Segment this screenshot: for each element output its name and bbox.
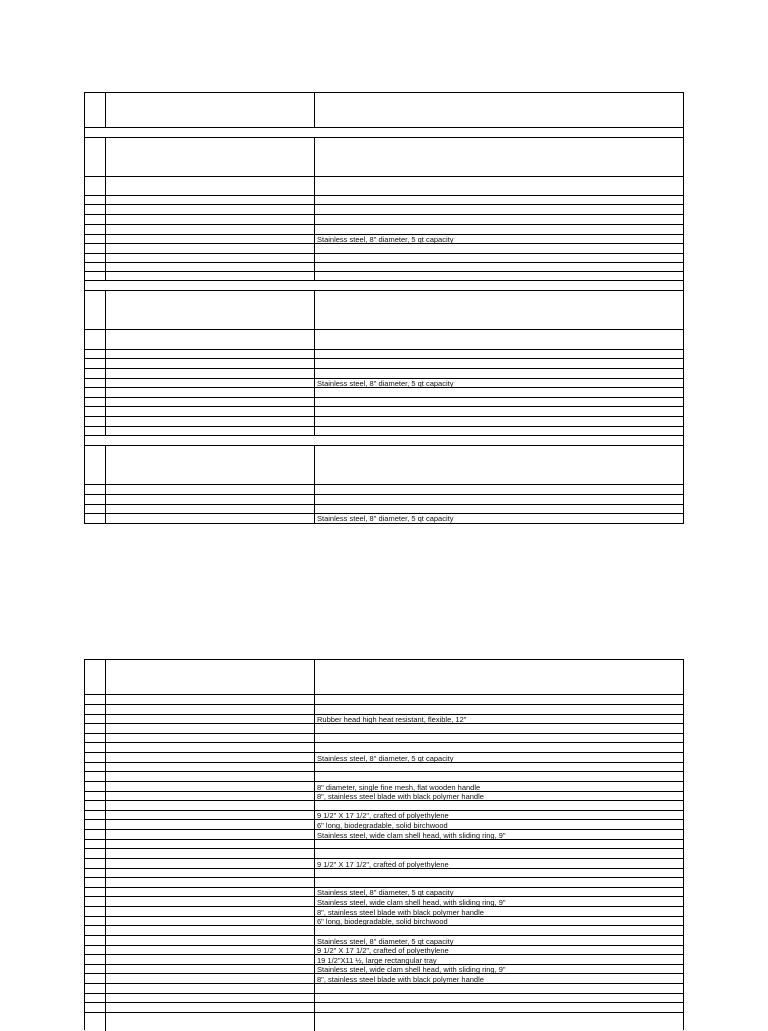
description-cell: 9 1/2" X 17 1/2", crafted of polyethylene	[317, 811, 449, 820]
column-divider	[314, 1013, 315, 1031]
description-cell: Stainless steel, 8" diameter, 5 qt capacity	[317, 379, 454, 388]
table-row	[85, 176, 683, 196]
column-divider	[314, 514, 315, 523]
column-divider	[314, 93, 315, 128]
table-row	[85, 137, 683, 177]
description-cell: Stainless steel, 8" diameter, 5 qt capacity	[317, 514, 454, 523]
description-cell: Stainless steel, 8" diameter, 5 qt capacity	[317, 937, 454, 946]
description-cell: 9 1/2" X 17 1/2", crafted of polyethylene	[317, 946, 449, 955]
column-divider	[314, 446, 315, 485]
column-divider	[105, 446, 106, 485]
upper-spreadsheet-table	[84, 92, 684, 524]
column-divider	[314, 330, 315, 350]
description-cell: 6" long, biodegradable, solid birchwood	[317, 917, 448, 926]
column-divider	[105, 1013, 106, 1031]
column-divider	[105, 291, 106, 330]
description-cell: Stainless steel, wide clam shell head, with sliding ring, 9"	[317, 831, 506, 840]
table-row	[85, 513, 683, 524]
column-divider	[314, 660, 315, 695]
column-divider	[105, 514, 106, 523]
description-cell: Rubber head high heat resistant, flexible, 12"	[317, 715, 467, 724]
description-cell: 19 1/2"X11 ½, large rectangular tray	[317, 956, 437, 965]
column-divider	[105, 177, 106, 196]
table-row	[85, 290, 683, 330]
description-cell: 8", stainless steel blade with black polymer handle	[317, 792, 484, 801]
column-divider	[314, 138, 315, 177]
column-divider	[314, 291, 315, 330]
table-row	[85, 659, 683, 695]
description-cell: 8", stainless steel blade with black polymer handle	[317, 975, 484, 984]
column-divider	[105, 93, 106, 128]
description-cell: Stainless steel, 8" diameter, 5 qt capacity	[317, 888, 454, 897]
description-cell: 8", stainless steel blade with black polymer handle	[317, 908, 484, 917]
description-cell: Stainless steel, wide clam shell head, with sliding ring, 9"	[317, 898, 506, 907]
column-divider	[314, 177, 315, 196]
table-row	[85, 92, 683, 128]
description-cell: 8" diameter, single fine mesh, flat wooden handle	[317, 783, 481, 792]
table-row	[85, 445, 683, 485]
description-cell: 9 1/2" X 17 1/2", crafted of polyethylene	[317, 860, 449, 869]
lower-spreadsheet-table	[84, 659, 684, 1030]
column-divider	[105, 660, 106, 695]
description-cell: 6" long, biodegradable, solid birchwood	[317, 821, 448, 830]
table-row	[85, 1012, 683, 1031]
description-cell: Stainless steel, 8" diameter, 5 qt capacity	[317, 754, 454, 763]
column-divider	[105, 330, 106, 350]
description-cell: Stainless steel, 8" diameter, 5 qt capacity	[317, 235, 454, 244]
description-cell: Stainless steel, wide clam shell head, with sliding ring, 9"	[317, 965, 506, 974]
column-divider	[105, 138, 106, 177]
table-row	[85, 329, 683, 350]
